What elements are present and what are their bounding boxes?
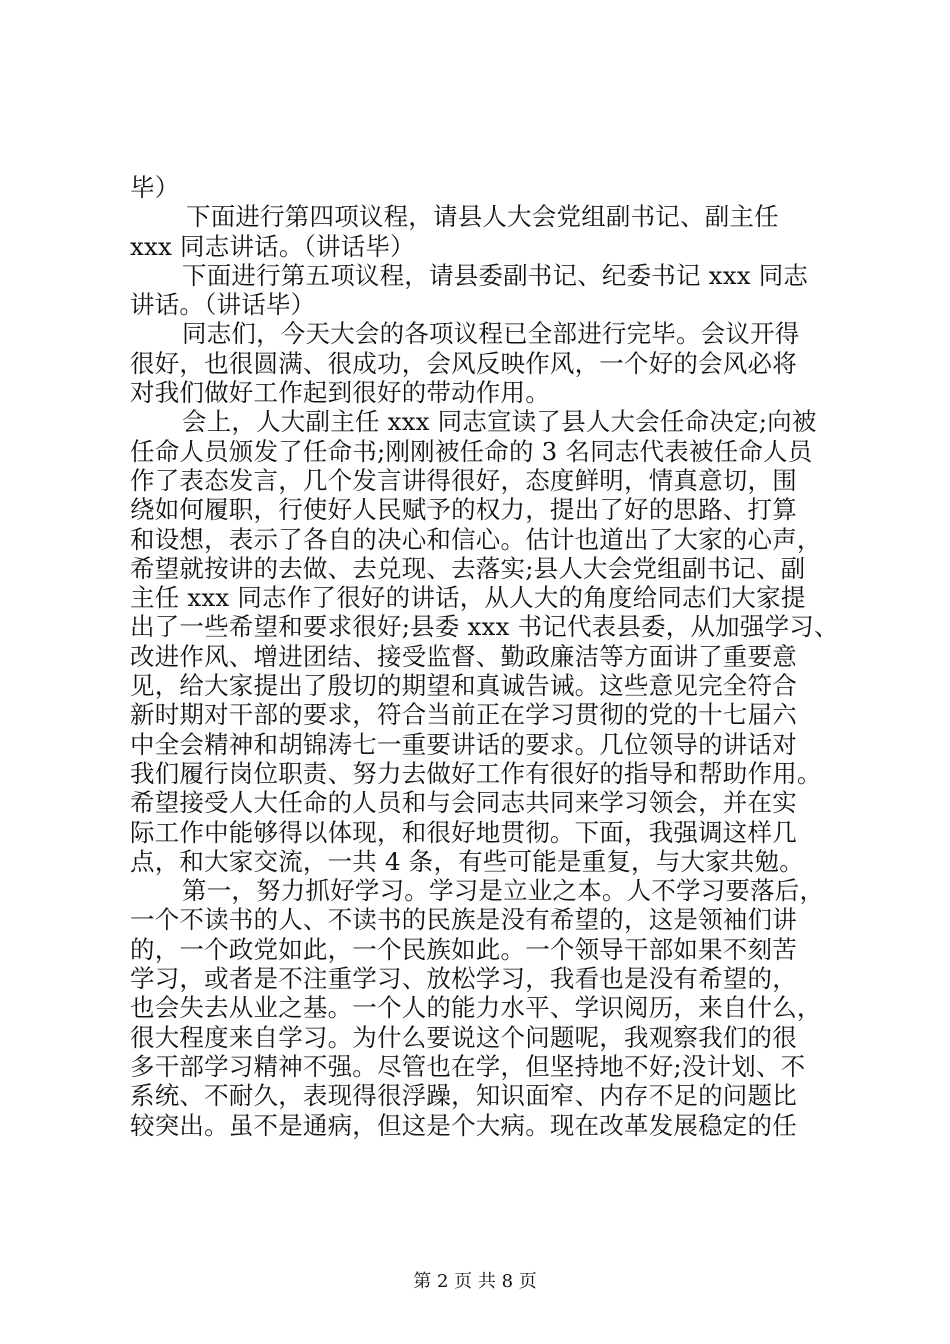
text-line: 新时期对干部的要求，符合当前正在学习贯彻的党的十七届六 — [130, 700, 797, 730]
text-line: 第一，努力抓好学习。学习是立业之本。人不学习要落后， — [182, 876, 825, 906]
text-line: 际工作中能够得以体现，和很好地贯彻。下面，我强调这样几 — [130, 817, 797, 847]
document-body — [130, 173, 839, 1140]
text-line: 一个不读书的人、不读书的民族是没有希望的，这是领袖们讲 — [130, 905, 797, 935]
text-line: 改进作风、增进团结、接受监督、勤政廉洁等方面讲了重要意 — [130, 641, 797, 671]
text-line: 同志们，今天大会的各项议程已全部进行完毕。会议开得 — [182, 319, 800, 349]
text-line: 对我们做好工作起到很好的带动作用。 — [130, 378, 550, 408]
text-line: 见，给大家提出了殷切的期望和真诚告诫。这些意见完全符合 — [130, 671, 797, 701]
text-line: 的，一个政党如此，一个民族如此。一个领导干部如果不刻苦 — [130, 934, 797, 964]
text-line: 和设想，表示了各自的决心和信心。估计也道出了大家的心声， — [130, 524, 822, 554]
text-line: 下面进行第四项议程，请县人大会党组副书记、副主任 — [186, 202, 779, 232]
text-line: 较突出。虽不是通病，但这是个大病。现在改革发展稳定的任 — [130, 1110, 797, 1140]
text-line: 我们履行岗位职责、努力去做好工作有很好的指导和帮助作用。 — [130, 758, 822, 788]
text-line: 主任 xxx 同志作了很好的讲话，从人大的角度给同志们大家提 — [130, 583, 806, 613]
text-line: 中全会精神和胡锦涛七一重要讲话的要求。几位领导的讲话对 — [130, 729, 797, 759]
text-line: 会上，人大副主任 xxx 同志宣读了县人大会任命决定;向被 — [182, 407, 817, 437]
text-line: 系统、不耐久，表现得很浮躁，知识面窄、内存不足的问题比 — [130, 1081, 797, 1111]
text-line: 也会失去从业之基。一个人的能力水平、学识阅历，来自什么， — [130, 993, 822, 1023]
page-footer: 第 2 页 共 8 页 — [413, 1271, 537, 1292]
text-line: 多干部学习精神不强。尽管也在学，但坚持地不好;没计划、不 — [130, 1051, 806, 1081]
text-line: 任命人员颁发了任命书;刚刚被任命的 3 名同志代表被任命人员 — [130, 436, 813, 466]
text-line: 绕如何履职，行使好人民赋予的权力，提出了好的思路、打算 — [130, 495, 797, 525]
text-line: 希望就按讲的去做、去兑现、去落实;县人大会党组副书记、副 — [130, 553, 806, 583]
text-line: 很好，也很圆满、很成功，会风反映作风，一个好的会风必将 — [130, 348, 797, 378]
text-line: xxx 同志讲话。（讲话毕） — [130, 231, 415, 261]
text-line: 希望接受人大任命的人员和与会同志共同来学习领会，并在实 — [130, 788, 797, 818]
text-line: 很大程度来自学习。为什么要说这个问题呢，我观察我们的很 — [130, 1022, 797, 1052]
text-line: 下面进行第五项议程，请县委副书记、纪委书记 xxx 同志 — [182, 260, 809, 290]
text-line: 讲话。（讲话毕） — [130, 290, 316, 320]
text-line: 作了表态发言，几个发言讲得很好，态度鲜明，情真意切，围 — [130, 465, 797, 495]
text-line: 学习，或者是不注重学习、放松学习，我看也是没有希望的， — [130, 964, 797, 994]
text-line: 出了一些希望和要求很好;县委 xxx 书记代表县委，从加强学习、 — [130, 612, 839, 642]
text-line: 毕） — [130, 173, 180, 202]
text-line: 点，和大家交流，一共 4 条，有些可能是重复，与大家共勉。 — [130, 846, 804, 876]
